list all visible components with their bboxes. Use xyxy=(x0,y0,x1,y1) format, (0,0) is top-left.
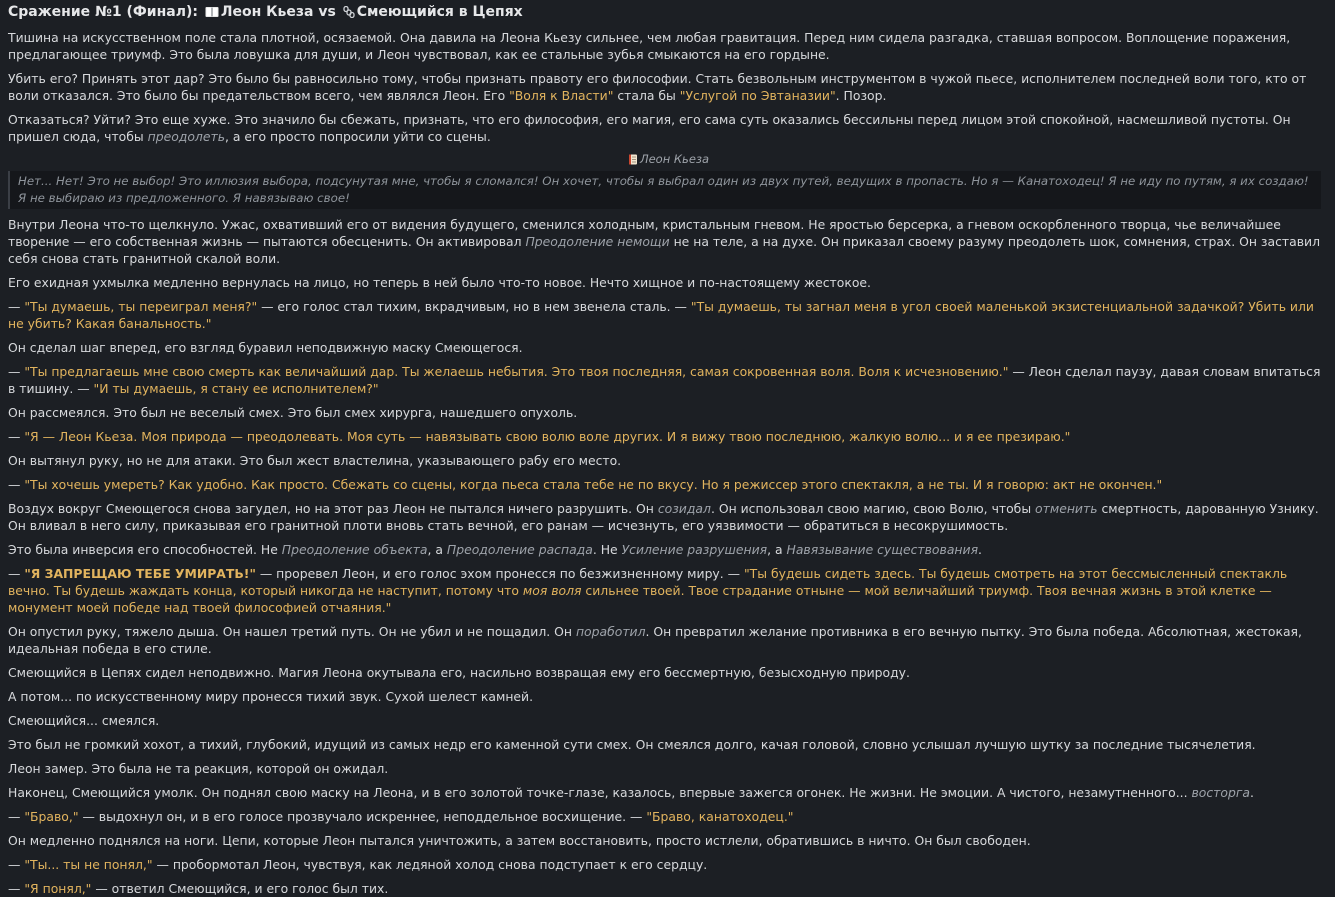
text-run: Леон замер. Это была не та реакция, которой он ожидал. xyxy=(8,761,389,776)
emphasis-text: восторга xyxy=(1191,785,1250,800)
text-run: — xyxy=(8,566,25,581)
text-run: . Не xyxy=(592,542,622,557)
emphasis-text: "Воля к Власти" xyxy=(509,88,614,103)
narrative-before xyxy=(8,29,1327,145)
paragraph xyxy=(8,70,1327,104)
chains-icon xyxy=(343,5,355,23)
emphasis-text: "Ты предлагаешь мне свою смерть как величайший дар. Ты желаешь небытия. Это твоя последняя, самая сокровенная воля. Воля к исчезновению." xyxy=(24,364,1009,379)
emphasis-text: "И ты думаешь, я стану ее исполнителем?" xyxy=(93,381,379,396)
scroll-icon xyxy=(628,154,638,169)
paragraph xyxy=(8,29,1327,63)
paragraph xyxy=(8,452,1327,469)
paragraph xyxy=(8,623,1327,657)
battle-title xyxy=(8,3,1327,23)
text-run: Тишина на искусственном поле стала плотной, осязаемой. Она давила на Леона Кьезу сильнее, чем любая гравитация. Перед ним сидела разгадка, ставшая вопросом. Воплощение поражения, предлагающее триумф. Это была ловушка для души, и Леон чувствовал, как ее стальные зубья смыкаются на его гордыне. xyxy=(8,30,1291,62)
text-run: Смеющийся... смеялся. xyxy=(8,713,160,728)
paragraph xyxy=(8,339,1327,356)
text-run: — его голос стал тихим, вкрадчивым, но в нем звенела сталь. — xyxy=(257,299,691,314)
text-run: Это был не громкий хохот, а тихий, глубокий, идущий из самых недр его каменной сути смех. Он смеялся долго, качая головой, словно услышал лучшую шутку за последние тысячелетия. xyxy=(8,737,1256,752)
text-run: — выдохнул он, и в его голосе прозвучало искреннее, неподдельное восхищение. — xyxy=(78,809,647,824)
emphasis-text: "Ты будешь сидеть здесь. Ты будешь смотреть на этот бессмысленный спектакль вечно. Ты будешь жаждать конца, который никогда не наступит, потому что xyxy=(8,566,1288,598)
paragraph xyxy=(8,541,1327,558)
fighter1-name: Леон Кьеза xyxy=(220,4,314,20)
paragraph xyxy=(8,808,1327,825)
paragraph xyxy=(8,565,1327,616)
text-run: Отказаться? Уйти? Это еще хуже. Это значило бы сбежать, признать, что его философия, его магия, его сама суть оказались бессильны перед лицом этой спокойной, насмешливой пустоты. Он пришел сюда, чтобы xyxy=(8,112,1291,144)
paragraph xyxy=(8,298,1327,332)
speaker-name: Леон Кьеза xyxy=(639,152,710,166)
emphasis-text: сильнее твоей. Твое страдание отныне — мой величайший триумф. Твоя вечная жизнь в этой клетке — монумент моей победе над твоей философией отчаяния." xyxy=(8,583,1272,615)
text-run: Он медленно поднялся на ноги. Цепи, которые Леон пытался уничтожить, а затем восстановить, просто истлели, обратившись в ничто. Он был свободен. xyxy=(8,833,1031,848)
paragraph xyxy=(8,111,1327,145)
paragraph xyxy=(8,664,1327,681)
text-run: . xyxy=(978,542,982,557)
paragraph xyxy=(8,688,1327,705)
paragraph xyxy=(8,712,1327,729)
book-icon xyxy=(205,5,219,23)
fighter2-name: Смеющийся в Цепях xyxy=(356,4,523,20)
emphasis-text: созидал xyxy=(657,501,711,516)
text-run: . Он превратил желание противника в его вечную пытку. Это была победа. Абсолютная, жестокая, идеальная победа в его стиле. xyxy=(8,624,1302,656)
paragraph xyxy=(8,736,1327,753)
text-run: Воздух вокруг Смеющегося снова загудел, но на этот раз Леон не пытался ничего разрушить. Он xyxy=(8,501,658,516)
paragraph xyxy=(8,856,1327,873)
title-prefix: Сражение №1 (Финал): xyxy=(8,4,198,20)
emphasis-text: поработил xyxy=(575,624,646,639)
emphasis-text: "Ты думаешь, ты переиграл меня?" xyxy=(24,299,258,314)
paragraph xyxy=(8,500,1327,534)
text-run: — xyxy=(8,809,25,824)
paragraph xyxy=(8,760,1327,777)
paragraph xyxy=(8,216,1327,267)
text-run: — xyxy=(8,429,25,444)
speaker-label xyxy=(8,152,1327,169)
text-run: А потом... по искусственному миру пронесся тихий звук. Сухой шелест камней. xyxy=(8,689,534,704)
text-run: — xyxy=(8,857,25,872)
text-run: — ответил Смеющийся, и его голос был тих. xyxy=(91,881,389,896)
emphasis-text: "Ты хочешь умереть? Как удобно. Как просто. Сбежать со сцены, когда пьеса стала тебе не по вкусу. Но я режиссер этого спектакля, а не ты. И я говорю: акт не окончен." xyxy=(24,477,1163,492)
text-run: — xyxy=(8,299,25,314)
text-run: . Он использовал свою магию, свою Волю, чтобы xyxy=(710,501,1036,516)
text-run: — пробормотал Леон, чувствуя, как ледяной холод снова подступает к его сердцу. xyxy=(152,857,708,872)
text-run: — xyxy=(8,477,25,492)
text-run: не на теле, а на духе. Он приказал своему разуму преодолеть шок, сомнения, страх. Он заставил себя снова стать гранитной скалой воли. xyxy=(8,234,1321,266)
text-run: Он сделал шаг вперед, его взгляд буравил неподвижную маску Смеющегося. xyxy=(8,340,523,355)
text-run: смертность, дарованную Узнику. Он вливал в него силу, приказывая его гранитной плоти вновь стать вечной, его ранам — исчезнуть, его уязвимости — обратиться в несокрушимость. xyxy=(8,501,1319,533)
emphasis-text: "Браво, канатоходец." xyxy=(646,809,794,824)
text-run: Наконец, Смеющийся умолк. Он поднял свою маску на Леона, и в его золотой точке-глазе, казалось, впервые зажегся огонек. Не жизни. Не эмоции. А чистого, незамутненного... xyxy=(8,785,1192,800)
text-run: , а его просто попросили уйти со сцены. xyxy=(225,129,491,144)
emphasis-text: Преодоление немощи xyxy=(525,234,670,249)
text-run: стала бы xyxy=(613,88,680,103)
text-run: Смеющийся в Цепях сидел неподвижно. Магия Леона окутывала его, насильно возвращая ему его бессмертную, безысходную природу. xyxy=(8,665,910,680)
emphasis-text: "Ты... ты не понял," xyxy=(24,857,153,872)
emphasis-text: Преодоление объекта xyxy=(281,542,428,557)
emphasis-text: "Я понял," xyxy=(24,881,92,896)
emphasis-text: Усиление разрушения xyxy=(621,542,768,557)
narrative-after xyxy=(8,216,1327,897)
emphasis-text: преодолеть xyxy=(147,129,225,144)
text-run: — xyxy=(8,881,25,896)
paragraph xyxy=(8,274,1327,291)
emphasis-text: моя воля xyxy=(522,583,582,598)
text-run: Это была инверсия его способностей. Не xyxy=(8,542,282,557)
emphasis-text: "Браво," xyxy=(24,809,79,824)
text-run: Он опустил руку, тяжело дыша. Он нашел третий путь. Он не убил и не пощадил. Он xyxy=(8,624,576,639)
emphasis-text: "Услугой по Эвтаназии" xyxy=(679,88,836,103)
emphasis-text: Преодоление распада xyxy=(446,542,593,557)
paragraph xyxy=(8,784,1327,801)
text-run: , а xyxy=(427,542,447,557)
text-run: Внутри Леона что-то щелкнуло. Ужас, охвативший его от видения будущего, сменился холодным, кристальным гневом. Не яростью берсерка, а гневом оскорбленного творца, чье величайшее творение — его собственная жизнь — пытаются обесценить. Он активировал xyxy=(8,217,1281,249)
text-run: Он рассмеялся. Это был не веселый смех. Это был смех хирурга, нашедшего опухоль. xyxy=(8,405,578,420)
text-run: . Позор. xyxy=(835,88,887,103)
paragraph xyxy=(8,363,1327,397)
paragraph xyxy=(8,476,1327,493)
text-run: Убить его? Принять этот дар? Это было бы равносильно тому, чтобы признать правоту его философии. Стать безвольным инструментом в чужой пьесе, исполнителем последней воли того, кто от воли отказался. Это было бы предательством всего, чем являлся Леон. Его xyxy=(8,71,1307,103)
text-run: Его ехидная ухмылка медленно вернулась на лицо, но теперь в ней было что-то новое. Нечто хищное и по-настоящему жестокое. xyxy=(8,275,871,290)
text-run: — проревел Леон, и его голос эхом пронесся по безжизненному миру. — xyxy=(255,566,744,581)
emphasis-text: Навязывание существования xyxy=(786,542,979,557)
paragraph xyxy=(8,404,1327,421)
text-run: — xyxy=(8,364,25,379)
text-run: — Леон сделал паузу, давая словам впитаться в тишину. — xyxy=(8,364,1321,396)
inner-monologue-quote: Нет... Нет! Это не выбор! Это иллюзия выбора, подсунутая мне, чтобы я сломался! Он хочет, чтобы я выбрал один из двух путей, ведущих в пропасть. Но я — Канатоходец! Я не иду по путям, я их создаю! Я не выбираю из предложенного. Я навязываю свое! xyxy=(8,171,1321,209)
text-run: , а xyxy=(767,542,787,557)
paragraph xyxy=(8,428,1327,445)
text-run: Он вытянул руку, но не для атаки. Это был жест властелина, указывающего рабу его место. xyxy=(8,453,622,468)
title-vs: vs xyxy=(318,4,336,20)
paragraph xyxy=(8,832,1327,849)
paragraph xyxy=(8,880,1327,897)
emphasis-text: "Ты думаешь, ты загнал меня в угол своей маленькой экзистенциальной задачкой? Убить или не убить? Какая банальность." xyxy=(8,299,1314,331)
emphasis-text: "Я ЗАПРЕЩАЮ ТЕБЕ УМИРАТЬ!" xyxy=(24,566,256,581)
emphasis-text: "Я — Леон Кьеза. Моя природа — преодолевать. Моя суть — навязывать свою волю воле других. И я вижу твою последнюю, жалкую волю... и я ее презираю." xyxy=(24,429,1071,444)
emphasis-text: отменить xyxy=(1035,501,1098,516)
text-run: . xyxy=(1249,785,1254,800)
